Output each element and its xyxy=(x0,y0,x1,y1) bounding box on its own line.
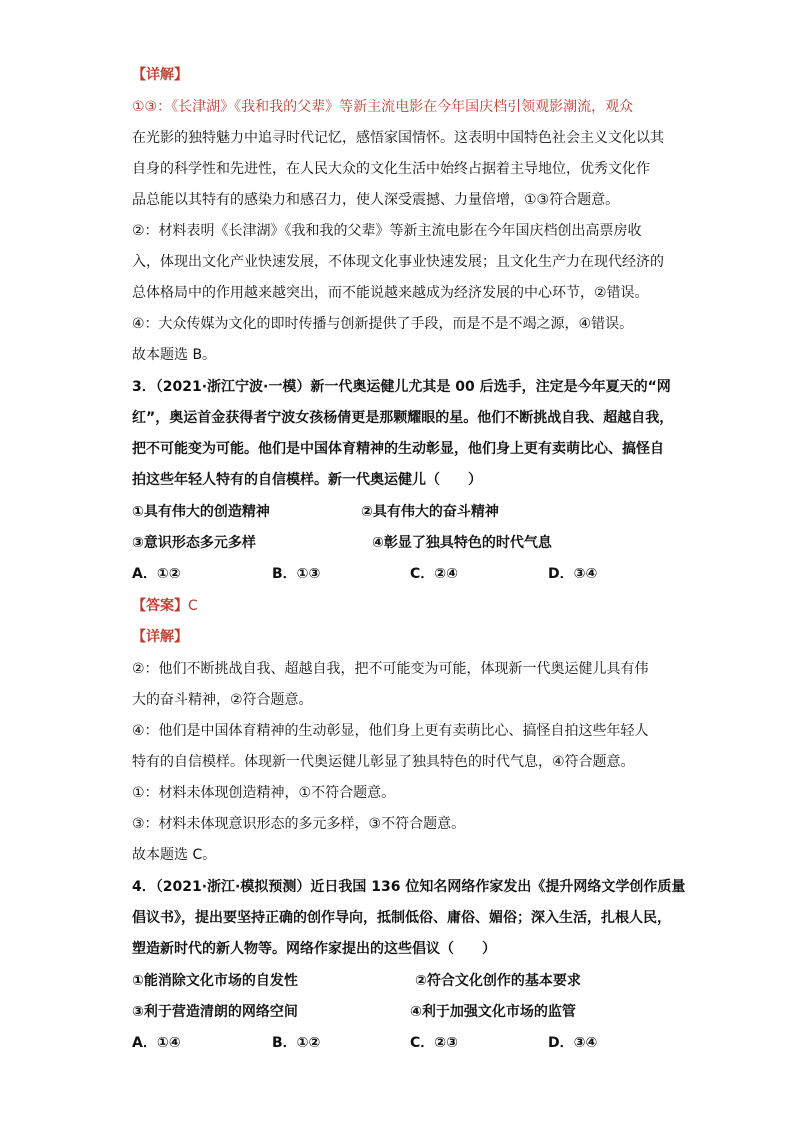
analysis-text-line: 入，体现出文化产业快速发展，不体现文化事业快速发展；且文化生产力在现代经济的 xyxy=(132,254,664,270)
statement-item: ③意识形态多元多样 xyxy=(132,535,256,551)
analysis-text-line: 特有的自信模样。体现新一代奥运健儿彰显了独具特色的时代气息，④符合题意。 xyxy=(132,754,635,770)
statement-item: ②符合文化创作的基本要求 xyxy=(415,973,581,989)
question-stem-line: 塑造新时代的新人物等。网络作家提出的这些倡议（ ） xyxy=(132,941,496,957)
choice-a: A．①④ xyxy=(132,1035,181,1051)
choice-d: D．③④ xyxy=(548,566,598,582)
analysis-text-line: ②：他们不断挑战自我、超越自我，把不可能变为可能，体现新一代奥运健儿具有伟 xyxy=(132,661,649,677)
choice-c: C．②④ xyxy=(410,566,458,582)
statement-item: ①能消除文化市场的自发性 xyxy=(132,973,298,989)
choice-a: A．①② xyxy=(132,566,181,582)
choice-b: B．①③ xyxy=(272,566,321,582)
analysis-text-line: ①③：《长津湖》《我和我的父辈》等新主流电影在今年国庆档引领观影潮流，观众 xyxy=(132,99,634,115)
analysis-text-line: 大的奋斗精神，②符合题意。 xyxy=(132,692,313,708)
analysis-text-line: ②：材料表明《长津湖》《我和我的父辈》等新主流电影在今年国庆档创出高票房收 xyxy=(132,223,642,239)
question-stem-line: 3．（2021·浙江宁波·一模）新一代奥运健儿尤其是 00 后选手，注定是今年夏天的“网 xyxy=(132,379,671,395)
question-stem-line: 倡议书》，提出要坚持正确的创作导向，抵制低俗、庸俗、媚俗；深入生活，扎根人民， xyxy=(132,910,671,926)
analysis-text-line: ③：材料未体现意识形态的多元多样，③不符合题意。 xyxy=(132,816,466,832)
statement-item: ①具有伟大的创造精神 xyxy=(132,504,270,520)
choice-d: D．③④ xyxy=(548,1035,598,1051)
question-stem-line: 拍这些年轻人特有的自信模样。新一代奥运健儿（ ） xyxy=(132,472,482,488)
question-stem-line: 把不可能变为可能。他们是中国体育精神的生动彰显，他们身上更有卖萌比心、搞怪自 xyxy=(132,441,664,457)
answer-value: C xyxy=(188,598,198,614)
statement-item: ④利于加强文化市场的监管 xyxy=(410,1004,576,1020)
analysis-text-line: 自身的科学性和先进性，在人民大众的文化生活中始终占据着主导地位，优秀文化作 xyxy=(132,161,650,177)
choice-b: B．①② xyxy=(272,1035,321,1051)
analysis-label: 【详解】 xyxy=(132,67,188,83)
analysis-text-line: ④：大众传媒为文化的即时传播与创新提供了手段，而是不是不竭之源，④错误。 xyxy=(132,316,634,332)
analysis-conclusion: 故本题选 B。 xyxy=(132,347,217,363)
analysis-label: 【详解】 xyxy=(132,629,188,645)
statement-item: ④彰显了独具特色的时代气息 xyxy=(372,535,552,551)
choice-c: C．②③ xyxy=(410,1035,458,1051)
answer-label: 【答案】 xyxy=(132,598,188,614)
analysis-text-line: 总体格局中的作用越来越突出，而不能说越来越成为经济发展的中心环节，②错误。 xyxy=(132,285,649,301)
analysis-conclusion: 故本题选 C。 xyxy=(132,847,217,863)
question-stem-line: 4．（2021·浙江·模拟预测）近日我国 136 位知名网络作家发出《提升网络文学创作质量 xyxy=(132,879,686,895)
question-stem-line: 红”，奥运首金获得者宁波女孩杨倩更是那颗耀眼的星。他们不断挑战自我、超越自我， xyxy=(132,410,674,426)
statement-item: ②具有伟大的奋斗精神 xyxy=(361,504,499,520)
analysis-text-line: ④：他们是中国体育精神的生动彰显，他们身上更有卖萌比心、搞怪自拍这些年轻人 xyxy=(132,723,649,739)
analysis-text-line: ①：材料未体现创造精神，①不符合题意。 xyxy=(132,785,396,801)
answer-line xyxy=(132,597,198,615)
analysis-text-line: 品总能以其特有的感染力和感召力，使人深受震撼、力量倍增，①③符合题意。 xyxy=(132,192,620,208)
analysis-text-line: 在光影的独特魅力中追寻时代记忆，感悟家国情怀。这表明中国特色社会主义文化以其 xyxy=(132,130,664,146)
statement-item: ③利于营造清朗的网络空间 xyxy=(132,1004,298,1020)
